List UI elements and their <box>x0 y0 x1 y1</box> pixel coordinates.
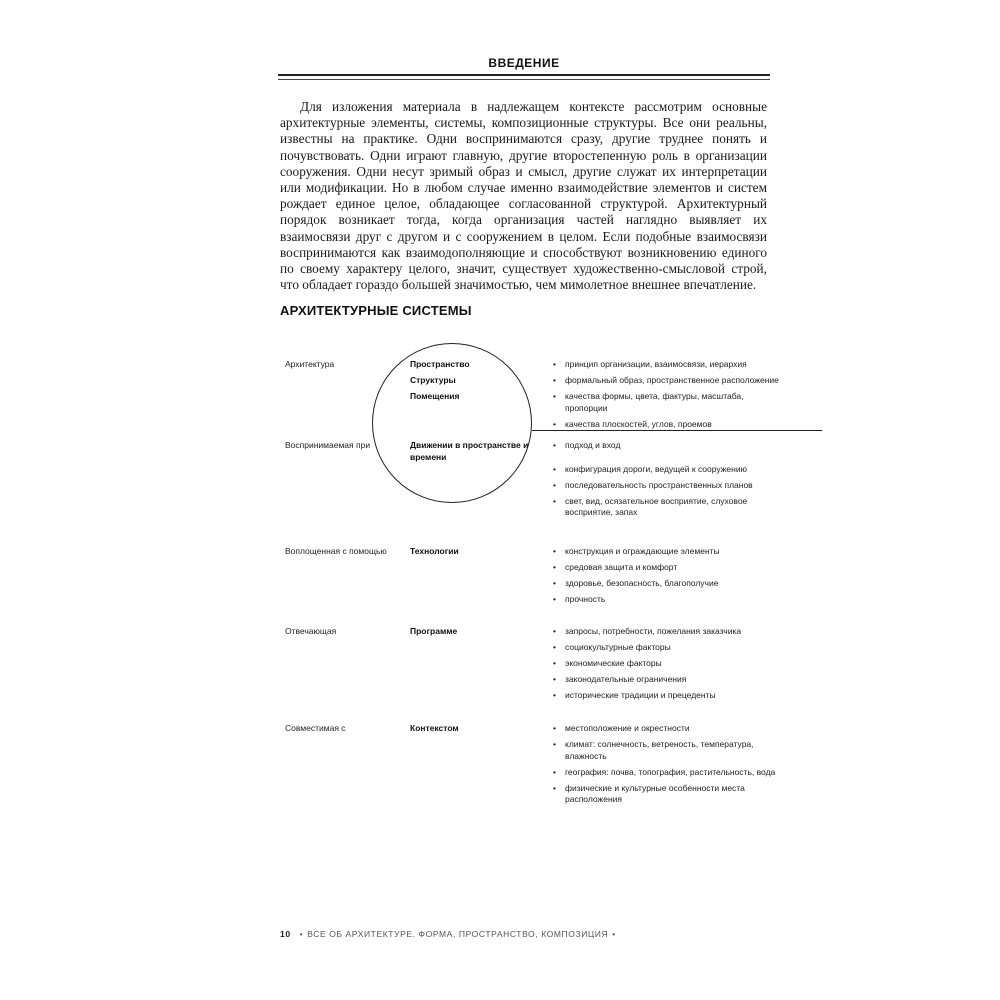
row-bullet-list <box>553 546 783 610</box>
intro-paragraph: Для изложения материала в надлежащем контексте рассмотрим основные архитектурные элементы, системы, композиционные структуры. Все они реальны, известны на практике. Одни воспринимаются сразу, другие труднее понять и почувствовать. Одни играют главную, другие второстепенную роль в организации сооружения. Одни несут зримый образ и смысл, другие служат их интерпретации или модификации. Но в любом случае именно взаимодействие элементов и систем рождает единое целое, обладающее согласованной структурой. Архитектурный порядок возникает тогда, когда организация частей наглядно выявляет их взаимосвязи друг с другом и с сооружением в целом. Если подобные взаимосвязи воспринимаются как взаимодополняющие и способствуют возникновению единого по своему характеру целого, значит, существует художественно-смысловой строй, что обладает гораздо большей значимостью, чем мимолетное внешнее впечатление. <box>280 99 767 293</box>
bullet-item: • исторические традиции и прецеденты <box>553 690 783 702</box>
row-term: Движении в пространстве и времени <box>410 440 529 462</box>
page-footer <box>280 929 620 939</box>
header-rule-thick <box>278 74 770 76</box>
row-term: Помещения <box>410 391 460 401</box>
bullet-item: • принцип организации, взаимосвязи, иерархия <box>553 359 783 371</box>
footer-separator: • <box>299 929 304 939</box>
row-bullet-list <box>553 723 783 810</box>
footer-book-title: ВСЕ ОБ АРХИТЕКТУРЕ. ФОРМА, ПРОСТРАНСТВО, КОМПОЗИЦИЯ <box>307 929 609 939</box>
row-term: Программе <box>410 626 458 636</box>
bullet-item: • подход и вход <box>553 440 783 452</box>
section-title: АРХИТЕКТУРНЫЕ СИСТЕМЫ <box>280 303 472 318</box>
bullet-item: • свет, вид, осязательное восприятие, слуховое восприятие, запах <box>553 496 783 519</box>
row-term: Пространство <box>410 359 470 369</box>
row-terms <box>410 626 535 642</box>
row-label: Архитектура <box>285 359 335 369</box>
bullet-item: • средовая защита и комфорт <box>553 562 783 574</box>
bullet-item: • конструкция и ограждающие элементы <box>553 546 783 558</box>
bullet-item: • качества плоскостей, углов, проемов <box>553 419 783 431</box>
bullet-item: • законодательные ограничения <box>553 674 783 686</box>
row-term: Структуры <box>410 375 456 385</box>
footer-separator: • <box>612 929 616 939</box>
row-label: Воспринимаемая при <box>285 440 371 450</box>
row-label: Совместимая с <box>285 723 346 733</box>
row-term: Контекстом <box>410 723 459 733</box>
bullet-item: • формальный образ, пространственное расположение <box>553 375 783 387</box>
bullet-item: • география: почва, топография, растительность, вода <box>553 767 783 779</box>
bullet-item: • социокультурные факторы <box>553 642 783 654</box>
bullet-item: • здоровье, безопасность, благополучие <box>553 578 783 590</box>
row-bullet-list <box>553 359 783 435</box>
row-terms <box>410 546 535 562</box>
bullet-item: • местоположение и окрестности <box>553 723 783 735</box>
row-bullet-list <box>553 440 783 523</box>
bullet-item: • физические и культурные особенности места расположения <box>553 783 783 806</box>
page-header-title: ВВЕДЕНИЕ <box>488 56 560 70</box>
bullet-item: • прочность <box>553 594 783 606</box>
row-label: Воплощенная с помощью <box>285 546 387 556</box>
row-term: Технологии <box>410 546 459 556</box>
row-terms <box>410 440 535 468</box>
bullet-item: • последовательность пространственных планов <box>553 480 783 492</box>
row-terms <box>410 359 535 407</box>
bullet-item: • конфигурация дороги, ведущей к сооружению <box>553 464 783 476</box>
row-label: Отвечающая <box>285 626 337 636</box>
page-number: 10 <box>280 929 291 939</box>
bullet-item: • климат: солнечность, ветреность, температура, влажность <box>553 739 783 762</box>
header-rule-thin <box>278 79 770 80</box>
bullet-item: • запросы, потребности, пожелания заказчика <box>553 626 783 638</box>
bullet-item: • экономические факторы <box>553 658 783 670</box>
bullet-item: • качества формы, цвета, фактуры, масштаба, пропорции <box>553 391 783 414</box>
row-bullet-list <box>553 626 783 706</box>
row-terms <box>410 723 535 739</box>
